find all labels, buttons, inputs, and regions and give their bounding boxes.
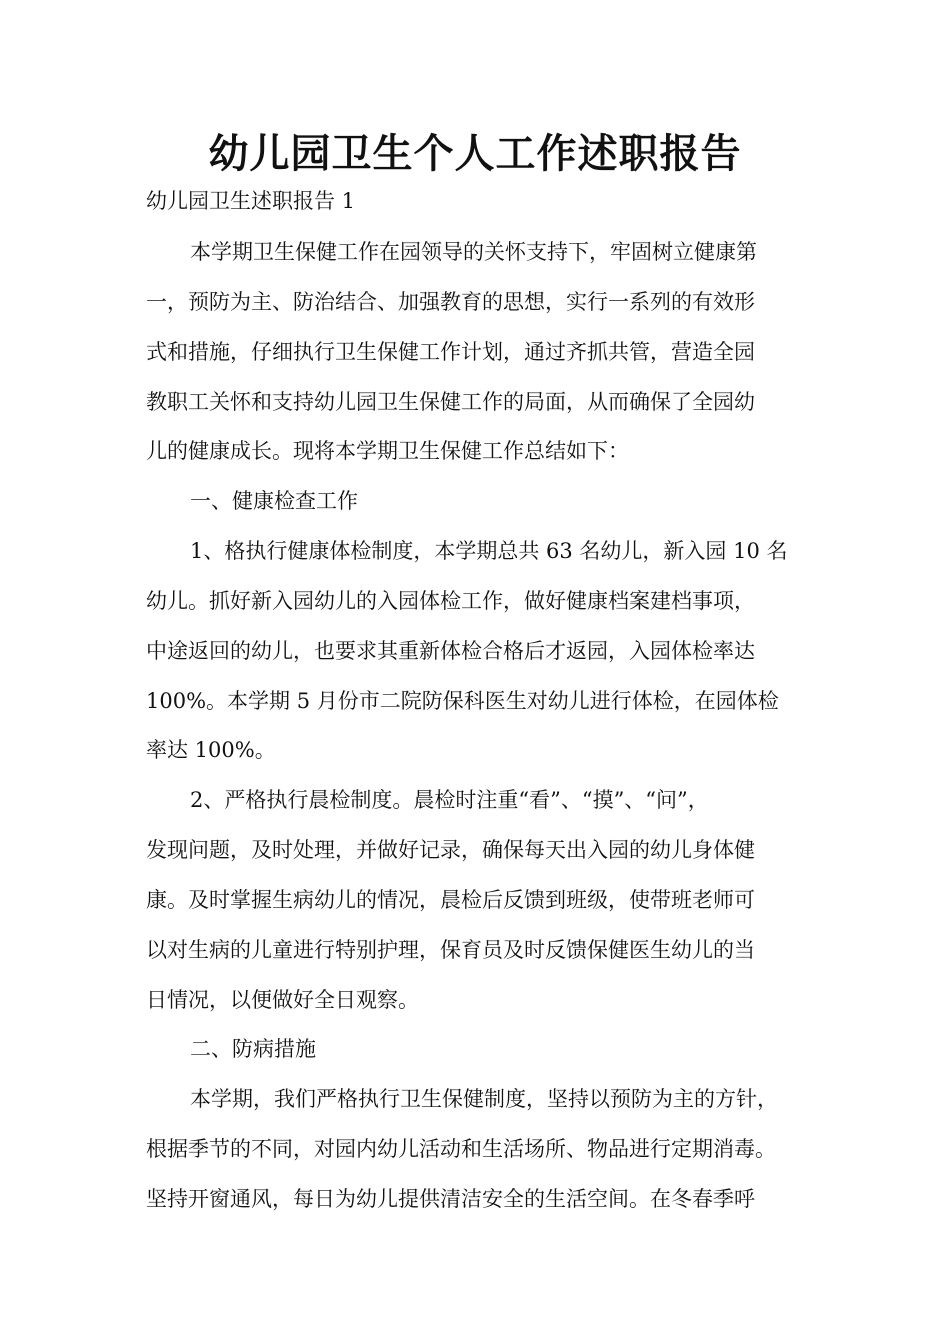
paragraph-line: 本学期，我们严格执行卫生保健制度，坚持以预防为主的方针， xyxy=(190,1087,778,1111)
paragraph-line: 幼儿。抓好新入园幼儿的入园体检工作，做好健康档案建档事项， xyxy=(146,589,755,613)
paragraph-line: 率达 100%。 xyxy=(146,738,276,762)
paragraph-line: 式和措施，仔细执行卫生保健工作计划，通过齐抓共管，营造全园 xyxy=(146,340,755,364)
paragraph-line: 2、严格执行晨检制度。晨检时注重“看”、“摸”、“问”， xyxy=(190,788,709,812)
paragraph-line: 本学期卫生保健工作在园领导的关怀支持下，牢固树立健康第 xyxy=(190,240,757,264)
paragraph-line: 以对生病的儿童进行特别护理，保育员及时反馈保健医生幼儿的当 xyxy=(146,938,755,962)
paragraph-line: 中途返回的幼儿，也要求其重新体检合格后才返园，入园体检率达 xyxy=(146,639,755,663)
paragraph-line: 一，预防为主、防治结合、加强教育的思想，实行一系列的有效形 xyxy=(146,290,755,314)
paragraph-line: 日情况，以便做好全日观察。 xyxy=(146,988,419,1012)
section-heading: 二、防病措施 xyxy=(190,1037,316,1061)
document-title: 幼儿园卫生个人工作述职报告 xyxy=(208,130,742,177)
paragraph-line: 根据季节的不同，对园内幼儿活动和生活场所、物品进行定期消毒。 xyxy=(146,1137,776,1161)
paragraph-line: 儿的健康成长。现将本学期卫生保健工作总结如下： xyxy=(146,439,629,463)
section-heading: 一、健康检查工作 xyxy=(190,489,358,513)
paragraph-line: 发现问题，及时处理，并做好记录，确保每天出入园的幼儿身体健 xyxy=(146,838,755,862)
paragraph-line: 坚持开窗通风，每日为幼儿提供清洁安全的生活空间。在冬春季呼 xyxy=(146,1187,755,1211)
paragraph-line: 康。及时掌握生病幼儿的情况，晨检后反馈到班级，使带班老师可 xyxy=(146,888,755,912)
paragraph-line: 教职工关怀和支持幼儿园卫生保健工作的局面，从而确保了全园幼 xyxy=(146,390,755,414)
paragraph-line: 100%。本学期 5 月份市二院防保科医生对幼儿进行体检，在园体检 xyxy=(146,689,779,713)
paragraph-line: 1、格执行健康体检制度，本学期总共 63 名幼儿，新入园 10 名 xyxy=(190,539,788,563)
document-subtitle: 幼儿园卫生述职报告 1 xyxy=(146,189,356,213)
